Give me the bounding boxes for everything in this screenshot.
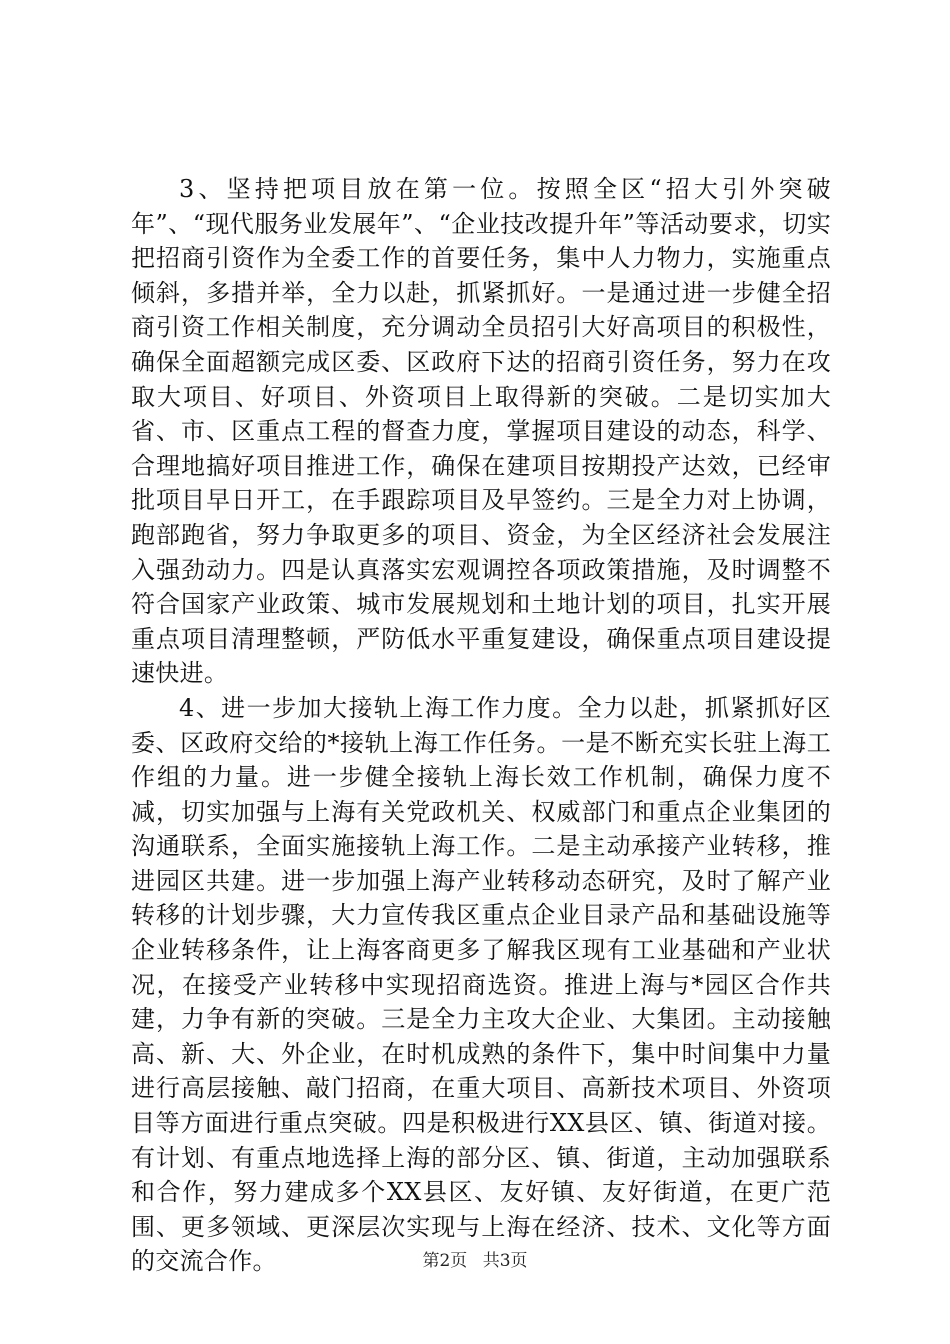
document-body xyxy=(131,172,831,1279)
page-total: 共3页 xyxy=(482,1251,528,1271)
page-number: 第2页 xyxy=(422,1251,468,1271)
paragraph-item-4: 4、进一步加大接轨上海工作力度。全力以赴，抓紧抓好区委、区政府交给的*接轨上海工作任务。一是不断充实长驻上海工作组的力量。进一步健全接轨上海长效工作机制，确保力度不减，切实加强与上海有关党政机关、权威部门和重点企业集团的沟通联系，全面实施接轨上海工作。二是主动承接产业转移，推进园区共建。进一步加强上海产业转移动态研究，及时了解产业转移的计划步骤，大力宣传我区重点企业目录产品和基础设施等企业转移条件，让上海客商更多了解我区现有工业基础和产业状况，在接受产业转移中实现招商选资。推进上海与*园区合作共建，力争有新的突破。三是全力主攻大企业、大集团。主动接触高、新、大、外企业，在时机成熟的条件下，集中时间集中力量进行高层接触、敲门招商，在重大项目、高新技术项目、外资项目等方面进行重点突破。四是积极进行XX县区、镇、街道对接。有计划、有重点地选择上海的部分区、镇、街道，主动加强联系和合作，努力建成多个XX县区、友好镇、友好街道，在更广范围、更多领域、更深层次实现与上海在经济、技术、文化等方面的交流合作。 xyxy=(131,693,831,1276)
page-footer xyxy=(0,1246,950,1271)
paragraph-item-3: 3、坚持把项目放在第一位。按照全区“招大引外突破年”、“现代服务业发展年”、“企业技改提升年”等活动要求，切实把招商引资作为全委工作的首要任务，集中人力物力，实施重点倾斜，多措并举，全力以赴，抓紧抓好。一是通过进一步健全招商引资工作相关制度，充分调动全员招引大好高项目的积极性，确保全面超额完成区委、区政府下达的招商引资任务，努力在攻取大项目、好项目、外资项目上取得新的突破。二是切实加大省、市、区重点工程的督查力度，掌握项目建设的动态，科学、合理地搞好项目推进工作，确保在建项目按期投产达效，已经审批项目早日开工，在手跟踪项目及早签约。三是全力对上协调，跑部跑省，努力争取更多的项目、资金，为全区经济社会发展注入强劲动力。四是认真落实宏观调控各项政策措施，及时调整不符合国家产业政策、城市发展规划和土地计划的项目，扎实开展重点项目清理整顿，严防低水平重复建设，确保重点项目建设提速快进。 xyxy=(131,175,831,688)
